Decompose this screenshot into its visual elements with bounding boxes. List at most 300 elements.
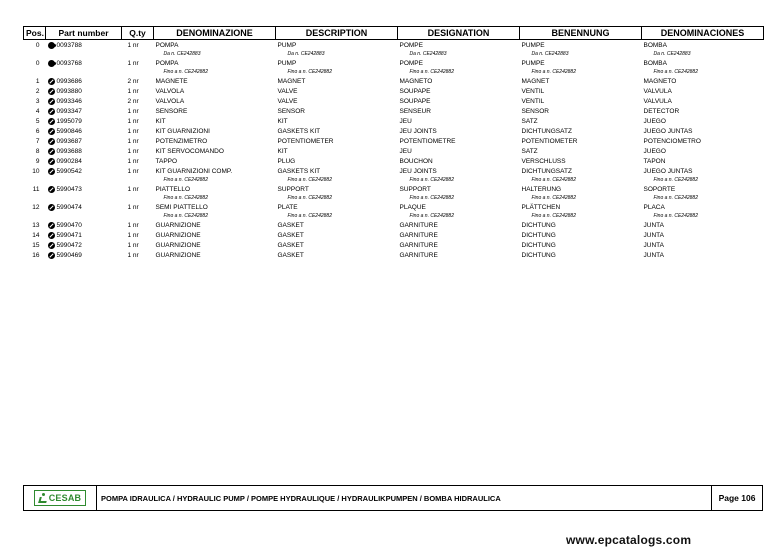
part-number-text[interactable]: 5990469 <box>56 251 82 259</box>
table-header-row <box>24 27 764 40</box>
part-number-text[interactable]: 0993347 <box>56 107 82 115</box>
serial-note-row <box>24 68 764 76</box>
serial-note <box>276 50 398 58</box>
replacement-slash-icon <box>48 158 55 165</box>
row-denominazione: KIT GUARNIZIONI COMP. <box>155 167 233 175</box>
serial-note-text: Da n. CE242883 <box>653 51 691 57</box>
row-pos: 13 <box>32 221 40 229</box>
part-number-wrap <box>48 148 120 155</box>
row-part-number <box>46 220 122 230</box>
page-footer <box>23 485 763 511</box>
replacement-slash-icon <box>48 168 55 175</box>
table-row <box>24 156 764 166</box>
serial-note-text: Da n. CE242883 <box>409 51 447 57</box>
row-denominazione: PIATTELLO <box>155 185 191 193</box>
row-designation: POMPE <box>399 59 423 67</box>
note-empty-cell <box>122 50 154 58</box>
row-part-number <box>46 156 122 166</box>
row-benennung: DICHTUNG <box>521 251 556 259</box>
row-denominazione: KIT <box>155 117 166 125</box>
header-qty: Q.ty <box>122 27 154 40</box>
row-description: PLATE <box>277 203 298 211</box>
row-denominaciones: JUEGO <box>643 147 666 155</box>
serial-note <box>398 176 520 184</box>
part-number-text[interactable]: 0993880 <box>56 87 82 95</box>
row-designation: GARNITURE <box>399 251 438 259</box>
note-empty-cell <box>24 176 46 184</box>
part-number-text[interactable]: 5990473 <box>56 185 82 193</box>
serial-note-text: Fino a n. CE242882 <box>653 213 698 219</box>
row-denominazione: SENSORE <box>155 107 188 115</box>
part-number-text[interactable]: 0093768 <box>56 59 82 67</box>
row-pos: 6 <box>35 127 40 135</box>
row-pos: 10 <box>32 167 40 175</box>
row-pos: 15 <box>32 241 40 249</box>
row-denominaciones: SOPORTE <box>643 185 676 193</box>
serial-note-text: Fino a n. CE242882 <box>653 69 698 75</box>
row-benennung: PLÄTTCHEN <box>521 203 561 211</box>
row-benennung: SENSOR <box>521 107 549 115</box>
row-qty: 1 nr <box>127 41 139 49</box>
serial-note-text: Fino a n. CE242882 <box>287 213 332 219</box>
serial-note <box>154 212 276 220</box>
replacement-slash-icon <box>48 98 55 105</box>
row-designation: PLAQUE <box>399 203 426 211</box>
serial-note <box>276 68 398 76</box>
serial-note-row <box>24 176 764 184</box>
part-number-wrap <box>48 168 120 175</box>
part-number-wrap <box>48 118 120 125</box>
row-designation: JEU <box>399 147 412 155</box>
row-qty: 1 nr <box>127 241 139 249</box>
table-row <box>24 40 764 51</box>
serial-note <box>520 176 642 184</box>
row-denominaciones: BOMBA <box>643 59 667 67</box>
note-empty-cell <box>46 194 122 202</box>
row-benennung: DICHTUNG <box>521 221 556 229</box>
serial-note-text: Fino a n. CE242882 <box>409 213 454 219</box>
row-description: GASKET <box>277 231 304 239</box>
row-part-number <box>46 184 122 194</box>
row-denominaciones: JUEGO JUNTAS <box>643 167 693 175</box>
serial-note <box>276 194 398 202</box>
row-designation: SUPPORT <box>399 185 431 193</box>
replacement-slash-icon <box>48 78 55 85</box>
row-qty: 1 nr <box>127 203 139 211</box>
replacement-slash-icon <box>48 252 55 259</box>
row-denominazione: GUARNIZIONE <box>155 231 201 239</box>
availability-dot-icon <box>48 60 55 67</box>
row-denominazione: POMPA <box>155 59 179 67</box>
row-denominaciones: POTENCIOMETRO <box>643 137 701 145</box>
table-row <box>24 166 764 176</box>
part-number-wrap <box>48 252 120 259</box>
table-row <box>24 76 764 86</box>
serial-note <box>398 212 520 220</box>
table-row <box>24 202 764 212</box>
row-pos: 7 <box>35 137 40 145</box>
row-description: SUPPORT <box>277 185 309 193</box>
row-part-number <box>46 166 122 176</box>
part-number-text[interactable]: 0990284 <box>56 157 82 165</box>
row-benennung: PUMPE <box>521 41 545 49</box>
row-part-number <box>46 126 122 136</box>
row-part-number <box>46 250 122 260</box>
row-designation: GARNITURE <box>399 221 438 229</box>
part-number-text[interactable]: 1995079 <box>56 117 82 125</box>
part-number-text[interactable]: 0993686 <box>56 77 82 85</box>
row-qty: 1 nr <box>127 117 139 125</box>
serial-note-text: Fino a n. CE242882 <box>531 213 576 219</box>
part-number-wrap <box>48 232 120 239</box>
header-denominazione: DENOMINAZIONE <box>154 27 276 40</box>
serial-note <box>642 176 764 184</box>
row-pos: 8 <box>35 147 40 155</box>
row-qty: 2 nr <box>127 77 139 85</box>
row-description: GASKET <box>277 221 304 229</box>
row-denominazione: POTENZIMETRO <box>155 137 208 145</box>
serial-note-row <box>24 212 764 220</box>
header-denominaciones: DENOMINACIONES <box>642 27 764 40</box>
serial-note-text: Fino a n. CE242882 <box>409 69 454 75</box>
serial-note <box>642 50 764 58</box>
replacement-slash-icon <box>48 128 55 135</box>
row-designation: BOUCHON <box>399 157 433 165</box>
row-description: SENSOR <box>277 107 305 115</box>
table-row <box>24 58 764 68</box>
row-description: VALVE <box>277 97 298 105</box>
part-number-wrap <box>48 88 120 95</box>
row-description: GASKETS KIT <box>277 167 321 175</box>
row-part-number <box>46 230 122 240</box>
note-empty-cell <box>24 194 46 202</box>
row-benennung: DICHTUNG <box>521 241 556 249</box>
serial-note-text: Da n. CE242883 <box>287 51 325 57</box>
row-denominaciones: DETECTOR <box>643 107 680 115</box>
serial-note <box>520 212 642 220</box>
part-number-wrap <box>48 186 120 193</box>
serial-note-text: Fino a n. CE242882 <box>287 195 332 201</box>
row-description: MAGNET <box>277 77 306 85</box>
part-number-text[interactable]: 5990472 <box>56 241 82 249</box>
row-description: GASKET <box>277 241 304 249</box>
serial-note <box>154 50 276 58</box>
part-number-text[interactable]: 5990542 <box>56 167 82 175</box>
header-part-number: Part number <box>46 27 122 40</box>
part-number-wrap <box>48 42 120 49</box>
row-denominaciones: JUEGO JUNTAS <box>643 127 693 135</box>
part-number-wrap <box>48 108 120 115</box>
row-qty: 1 nr <box>127 185 139 193</box>
row-denominazione: VALVOLA <box>155 87 185 95</box>
note-empty-cell <box>46 50 122 58</box>
row-part-number <box>46 86 122 96</box>
replacement-slash-icon <box>48 232 55 239</box>
row-pos: 14 <box>32 231 40 239</box>
row-qty: 1 nr <box>127 59 139 67</box>
row-denominazione: GUARNIZIONE <box>155 241 201 249</box>
note-empty-cell <box>122 68 154 76</box>
operator-figure-icon <box>39 493 47 503</box>
serial-note <box>276 176 398 184</box>
row-qty: 1 nr <box>127 167 139 175</box>
serial-note-text: Fino a n. CE242882 <box>531 195 576 201</box>
replacement-slash-icon <box>48 242 55 249</box>
row-denominaciones: TAPON <box>643 157 666 165</box>
row-description: KIT <box>277 117 288 125</box>
row-denominaciones: VALVULA <box>643 87 672 95</box>
replacement-slash-icon <box>48 88 55 95</box>
row-part-number <box>46 116 122 126</box>
note-empty-cell <box>24 68 46 76</box>
row-description: KIT <box>277 147 288 155</box>
serial-note <box>520 50 642 58</box>
serial-note <box>520 194 642 202</box>
note-empty-cell <box>122 176 154 184</box>
table-row <box>24 250 764 260</box>
row-denominazione: KIT GUARNIZIONI <box>155 127 210 135</box>
row-part-number <box>46 136 122 146</box>
row-benennung: MAGNET <box>521 77 550 85</box>
table-row <box>24 96 764 106</box>
availability-dot-icon <box>48 42 55 49</box>
table-row <box>24 126 764 136</box>
part-number-wrap <box>48 158 120 165</box>
row-qty: 1 nr <box>127 221 139 229</box>
row-benennung: DICHTUNGSATZ <box>521 127 572 135</box>
parts-table <box>23 26 764 260</box>
replacement-slash-icon <box>48 204 55 211</box>
table-row <box>24 136 764 146</box>
row-part-number <box>46 240 122 250</box>
part-number-wrap <box>48 204 120 211</box>
serial-note <box>154 194 276 202</box>
row-denominaciones: JUNTA <box>643 221 664 229</box>
part-number-wrap <box>48 78 120 85</box>
note-empty-cell <box>46 176 122 184</box>
serial-note <box>642 212 764 220</box>
row-benennung: SATZ <box>521 117 538 125</box>
replacement-slash-icon <box>48 148 55 155</box>
row-benennung: DICHTUNG <box>521 231 556 239</box>
row-designation: POTENTIOMETRE <box>399 137 456 145</box>
part-number-wrap <box>48 60 120 67</box>
serial-note <box>642 194 764 202</box>
row-denominazione: SEMI PIATTELLO <box>155 203 208 211</box>
row-designation: SOUPAPE <box>399 97 431 105</box>
serial-note <box>520 68 642 76</box>
row-denominaciones: JUNTA <box>643 231 664 239</box>
row-part-number <box>46 146 122 156</box>
row-benennung: POTENTIOMETER <box>521 137 578 145</box>
serial-note-text: Fino a n. CE242882 <box>653 177 698 183</box>
row-pos: 2 <box>35 87 40 95</box>
row-benennung: VERSCHLUSS <box>521 157 566 165</box>
row-part-number <box>46 202 122 212</box>
row-denominaciones: BOMBA <box>643 41 667 49</box>
serial-note-text: Fino a n. CE242882 <box>163 177 208 183</box>
table-row <box>24 240 764 250</box>
serial-note-text: Fino a n. CE242882 <box>163 213 208 219</box>
row-qty: 1 nr <box>127 107 139 115</box>
row-benennung: VENTIL <box>521 97 545 105</box>
table-row <box>24 230 764 240</box>
replacement-slash-icon <box>48 186 55 193</box>
part-number-text[interactable]: 5990474 <box>56 203 82 211</box>
serial-note-text: Fino a n. CE242882 <box>531 177 576 183</box>
serial-note-text: Fino a n. CE242882 <box>653 195 698 201</box>
logo-text: CESAB <box>48 493 82 503</box>
table-row <box>24 220 764 230</box>
serial-note <box>398 50 520 58</box>
row-designation: POMPE <box>399 41 423 49</box>
row-qty: 1 nr <box>127 137 139 145</box>
note-empty-cell <box>46 68 122 76</box>
page-number: Page 106 <box>711 486 762 510</box>
part-number-text[interactable]: 5990471 <box>56 231 82 239</box>
row-qty: 1 nr <box>127 127 139 135</box>
part-number-wrap <box>48 222 120 229</box>
header-pos: Pos. <box>24 27 46 40</box>
parts-table-container <box>23 26 763 260</box>
row-description: PLUG <box>277 157 296 165</box>
watermark-link[interactable]: www.epcatalogs.com <box>566 533 692 547</box>
serial-note-text: Da n. CE242883 <box>163 51 201 57</box>
logo-badge <box>34 490 86 506</box>
row-designation: JEU JOINTS <box>399 127 437 135</box>
serial-note <box>398 68 520 76</box>
row-qty: 1 nr <box>127 251 139 259</box>
table-row <box>24 106 764 116</box>
serial-note-row <box>24 194 764 202</box>
row-part-number <box>46 106 122 116</box>
serial-note <box>154 176 276 184</box>
row-benennung: PUMPE <box>521 59 545 67</box>
row-description: GASKET <box>277 251 304 259</box>
part-number-text[interactable]: 0093788 <box>56 41 82 49</box>
part-number-text[interactable]: 5990470 <box>56 221 82 229</box>
note-empty-cell <box>122 212 154 220</box>
note-empty-cell <box>24 212 46 220</box>
row-pos: 1 <box>35 77 40 85</box>
serial-note-text: Fino a n. CE242882 <box>163 195 208 201</box>
note-empty-cell <box>122 194 154 202</box>
serial-note-row <box>24 50 764 58</box>
row-part-number <box>46 76 122 86</box>
serial-note <box>642 68 764 76</box>
serial-note <box>398 194 520 202</box>
row-benennung: DICHTUNGSATZ <box>521 167 572 175</box>
row-benennung: SATZ <box>521 147 538 155</box>
header-benennung: BENENNUNG <box>520 27 642 40</box>
header-designation: DESIGNATION <box>398 27 520 40</box>
row-benennung: HALTERUNG <box>521 185 562 193</box>
serial-note-text: Fino a n. CE242882 <box>409 177 454 183</box>
row-part-number <box>46 58 122 68</box>
row-denominazione: POMPA <box>155 41 179 49</box>
table-row <box>24 116 764 126</box>
row-denominaciones: JUNTA <box>643 241 664 249</box>
row-pos: 4 <box>35 107 40 115</box>
cesab-logo <box>24 486 97 510</box>
row-denominaciones: MAGNETO <box>643 77 677 85</box>
replacement-slash-icon <box>48 118 55 125</box>
note-empty-cell <box>24 50 46 58</box>
row-pos: 16 <box>32 251 40 259</box>
row-description: VALVE <box>277 87 298 95</box>
replacement-slash-icon <box>48 222 55 229</box>
row-part-number <box>46 40 122 51</box>
part-number-wrap <box>48 138 120 145</box>
row-denominazione: MAGNETE <box>155 77 188 85</box>
table-row <box>24 184 764 194</box>
row-benennung: VENTIL <box>521 87 545 95</box>
part-number-wrap <box>48 98 120 105</box>
row-description: PUMP <box>277 59 297 67</box>
serial-note-text: Fino a n. CE242882 <box>163 69 208 75</box>
row-denominazione: KIT SERVOCOMANDO <box>155 147 224 155</box>
serial-note-text: Fino a n. CE242882 <box>287 69 332 75</box>
row-denominazione: VALVOLA <box>155 97 185 105</box>
row-qty: 1 nr <box>127 157 139 165</box>
serial-note <box>154 68 276 76</box>
row-designation: GARNITURE <box>399 231 438 239</box>
footer-title: POMPA IDRAULICA / HYDRAULIC PUMP / POMPE HYDRAULIQUE / HYDRAULIKPUMPEN / BOMBA HIDRAULICA <box>101 493 501 503</box>
row-pos: 0 <box>35 59 40 67</box>
row-denominaciones: VALVULA <box>643 97 672 105</box>
row-description: PUMP <box>277 41 297 49</box>
row-denominazione: TAPPO <box>155 157 178 165</box>
part-number-wrap <box>48 128 120 135</box>
row-denominazione: GUARNIZIONE <box>155 251 201 259</box>
header-description: DESCRIPTION <box>276 27 398 40</box>
row-denominaciones: JUNTA <box>643 251 664 259</box>
row-denominaciones: JUEGO <box>643 117 666 125</box>
row-pos: 0 <box>35 41 40 49</box>
row-designation: MAGNETO <box>399 77 433 85</box>
serial-note-text: Fino a n. CE242882 <box>409 195 454 201</box>
row-denominazione: GUARNIZIONE <box>155 221 201 229</box>
serial-note <box>276 212 398 220</box>
row-denominaciones: PLACA <box>643 203 665 211</box>
row-designation: SENSEUR <box>399 107 431 115</box>
table-body <box>24 40 764 261</box>
replacement-slash-icon <box>48 108 55 115</box>
part-number-text[interactable]: 0993346 <box>56 97 82 105</box>
part-number-text[interactable]: 0993688 <box>56 147 82 155</box>
replacement-slash-icon <box>48 138 55 145</box>
note-empty-cell <box>46 212 122 220</box>
part-number-wrap <box>48 242 120 249</box>
row-description: POTENTIOMETER <box>277 137 334 145</box>
row-qty: 2 nr <box>127 97 139 105</box>
row-designation: JEU JOINTS <box>399 167 437 175</box>
serial-note-text: Fino a n. CE242882 <box>287 177 332 183</box>
table-row <box>24 146 764 156</box>
row-qty: 1 nr <box>127 231 139 239</box>
row-designation: GARNITURE <box>399 241 438 249</box>
table-row <box>24 86 764 96</box>
row-pos: 11 <box>32 185 40 193</box>
part-number-text[interactable]: 0993687 <box>56 137 82 145</box>
row-qty: 1 nr <box>127 147 139 155</box>
row-description: GASKETS KIT <box>277 127 321 135</box>
row-pos: 5 <box>35 117 40 125</box>
row-pos: 9 <box>35 157 40 165</box>
serial-note-text: Da n. CE242883 <box>531 51 569 57</box>
part-number-text[interactable]: 5990846 <box>56 127 82 135</box>
row-designation: JEU <box>399 117 412 125</box>
